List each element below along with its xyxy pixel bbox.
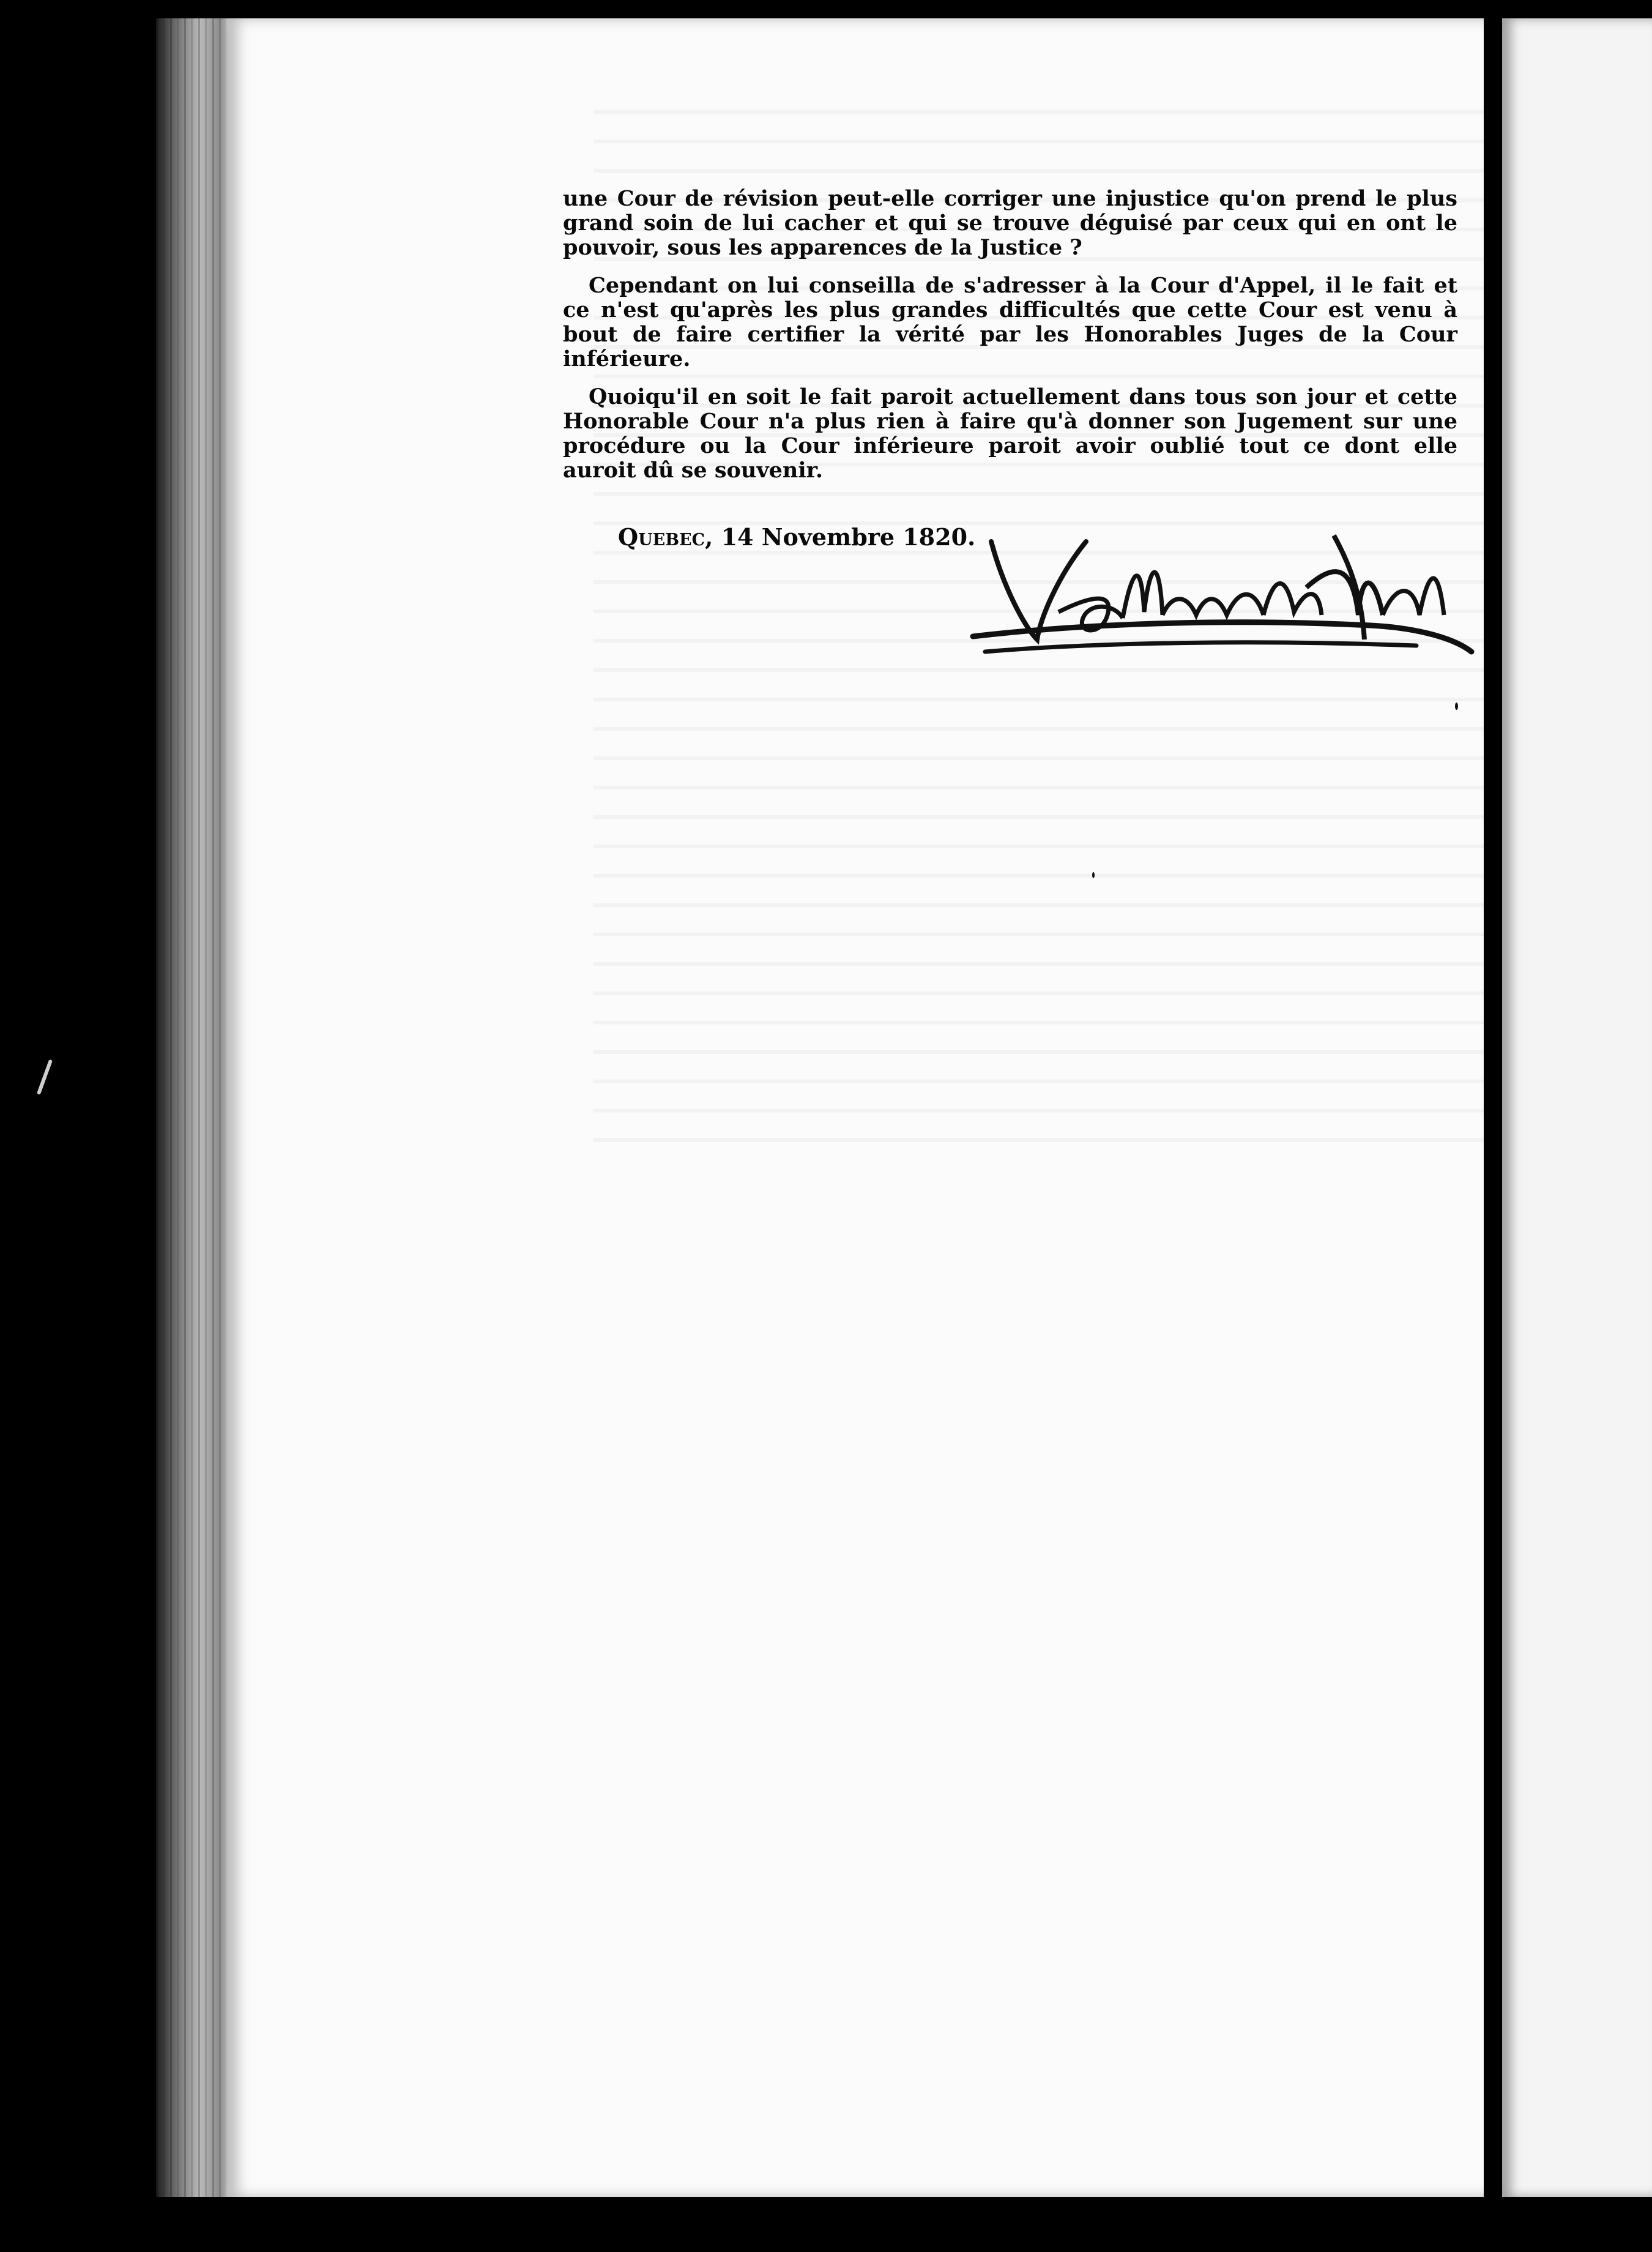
handwritten-signature xyxy=(967,514,1475,673)
dateline xyxy=(618,523,975,551)
book-gutter xyxy=(156,18,236,2197)
paragraph-3: Quoiqu'il en soit le fait paroit actuellement dans tous son jour et cette Honorable Cour n'a plus rien à faire qu'à donner son Jugement sur une procédure ou la Cour inférieure paroit avoir oublié tout ce dont elle auroit dû se souvenir. xyxy=(563,384,1457,483)
scan-speck xyxy=(1092,872,1095,878)
paragraph-2: Cependant on lui conseilla de s'adresser à la Cour d'Appel, il le fait et ce n'est qu'après les plus grandes difficultés que cette Cour est venu à bout de faire certifier la vérité par les Honorables Juges de la Cour inférieure. xyxy=(563,273,1457,371)
dateline-date: 14 Novembre 1820. xyxy=(721,523,976,551)
scan-speck xyxy=(1455,703,1458,710)
facing-page-edge xyxy=(1502,18,1652,2197)
paragraph-1: une Cour de révision peut-elle corriger une injustice qu'on prend le plus grand soin de lui cacher et qui se trouve déguisé par ceux qui en ont le pouvoir, sous les apparences de la Justice ? xyxy=(563,186,1457,260)
gutter-texture xyxy=(156,18,236,2197)
scan-speck xyxy=(37,1059,53,1095)
body-text xyxy=(563,187,1457,496)
dateline-place: Quebec, xyxy=(618,523,713,551)
